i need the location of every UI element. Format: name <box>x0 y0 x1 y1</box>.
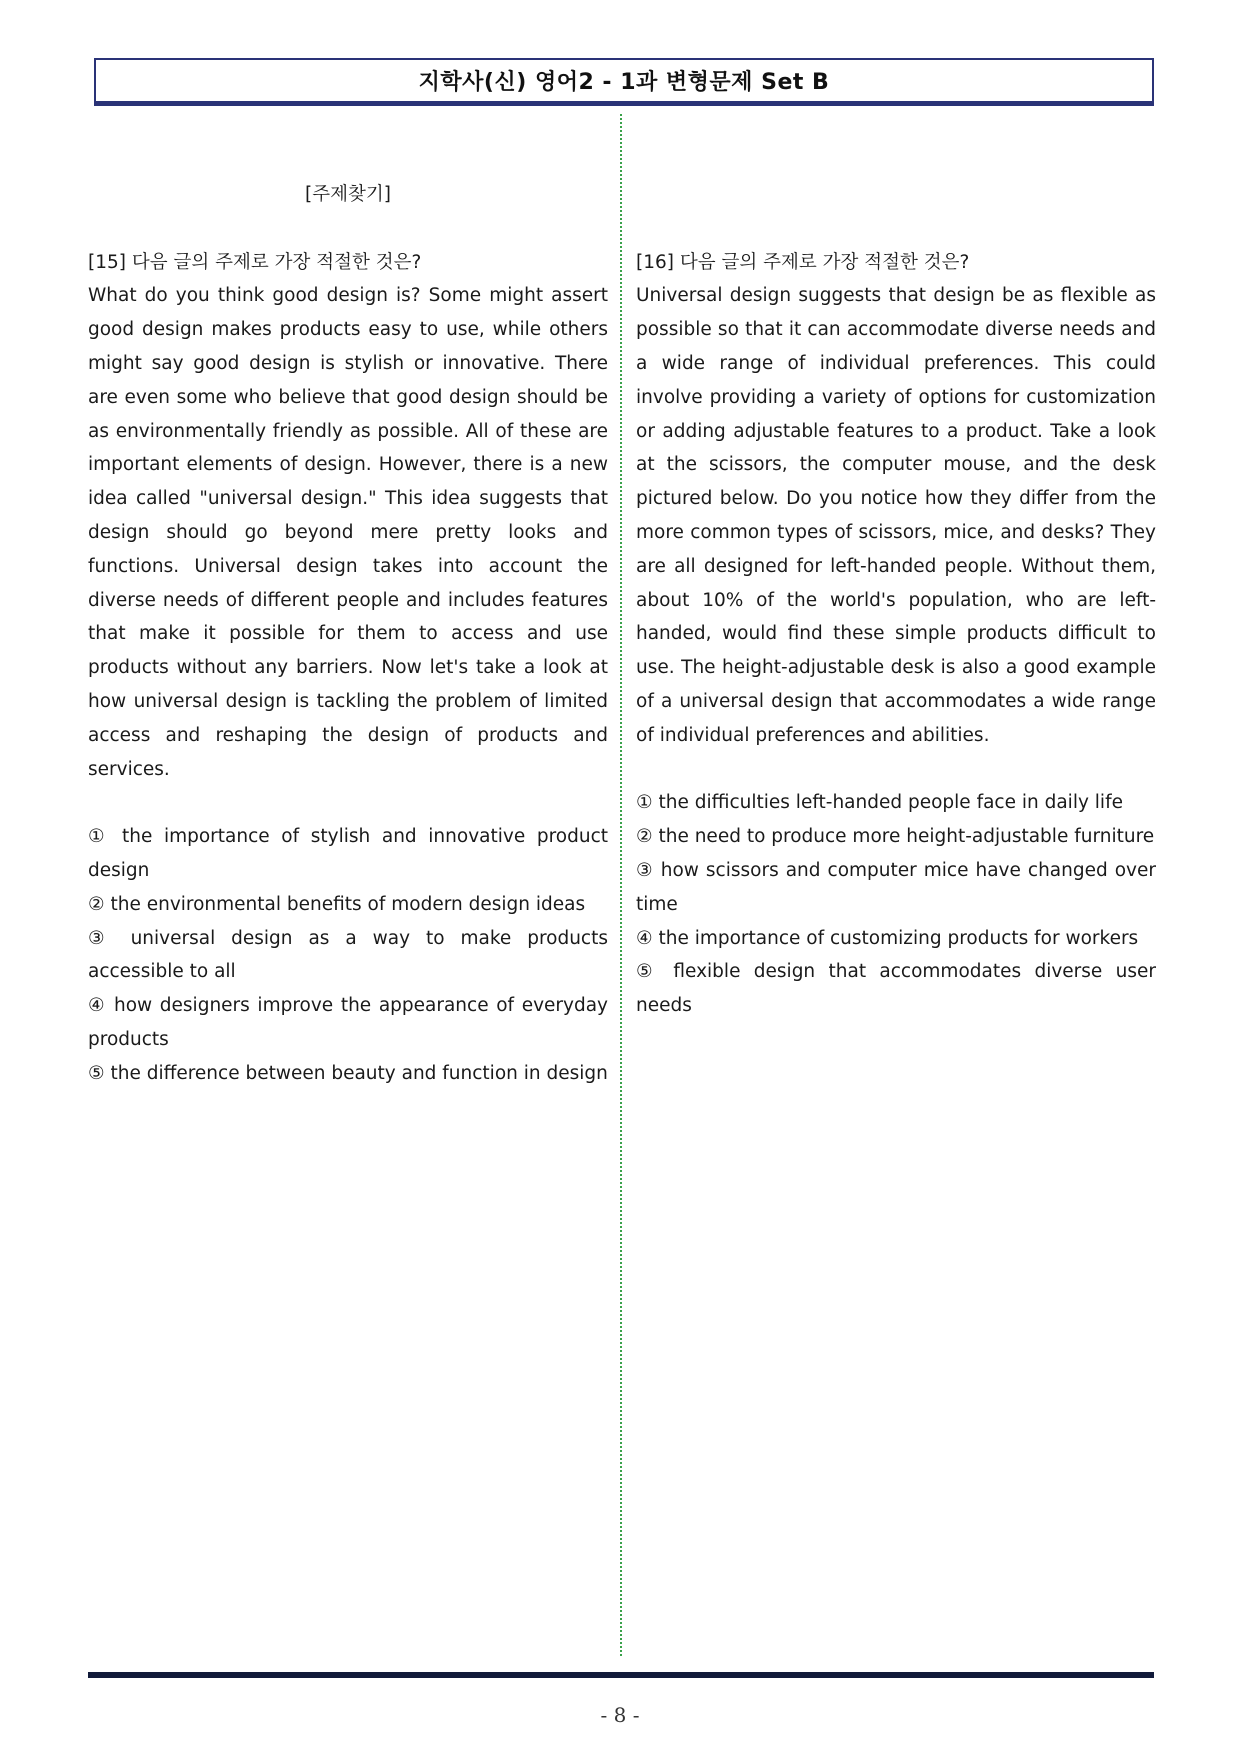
spacer <box>88 786 608 820</box>
right-column <box>636 178 1156 1023</box>
spacer <box>636 178 1156 246</box>
question-16-choice-5: ⑤ flexible design that accommodates diverse user needs <box>636 961 1156 1017</box>
section-label: [주제찾기] <box>305 184 391 205</box>
question-15-choice-2: ② the environmental benefits of modern design ideas <box>88 893 586 915</box>
question-15-choice-5: ⑤ the difference between beauty and function in design <box>88 1062 608 1084</box>
question-16-choice-2: ② the need to produce more height-adjustable furniture <box>636 826 1155 848</box>
question-15-choice-1: ① the importance of stylish and innovative product design <box>88 826 608 881</box>
question-15-passage: What do you think good design is? Some might assert good design makes products easy to use, while others might say good design is stylish or innovative. There are even some who believe that good design should be as environmentally friendly as possible. All of these are important elements of design. However, there is a new idea called "universal design." This idea suggests that design should go beyond mere pretty looks and functions. Universal design takes into account the diverse needs of different people and includes features that make it possible for them to access and use products without any barriers. Now let's take a look at how universal design is tackling the problem of limited access and reshaping the design of products and services. <box>88 285 608 780</box>
question-16-choice-4: ④ the importance of customizing products for workers <box>636 927 1139 949</box>
spacer <box>636 753 1156 787</box>
page-title: 지학사(신) 영어2 - 1과 변형문제 Set B <box>418 70 830 95</box>
question-15-choice-3: ③ universal design as a way to make products accessible to all <box>88 927 608 983</box>
left-column <box>88 178 608 1091</box>
question-16-choice-3: ③ how scissors and computer mice have changed over time <box>636 859 1156 915</box>
page-number: - 8 - <box>600 1703 640 1727</box>
question-15-choice-4: ④ how designers improve the appearance of everyday products <box>88 995 608 1050</box>
page-title-box <box>94 58 1154 106</box>
question-15-header: [15] 다음 글의 주제로 가장 적절한 것은? <box>88 251 422 273</box>
column-divider <box>620 114 622 1656</box>
question-16-passage: Universal design suggests that design be as flexible as possible so that it can accommodate diverse needs and a wide range of individual preferences. This could involve providing a variety of options for customization or adding adjustable features to a product. Take a look at the scissors, the computer mouse, and the desk pictured below. Do you notice how they differ from the more common types of scissors, mice, and desks? They are all designed for left-handed people. Without them, about 10% of the world's population, who are left-handed, would find these simple products difficult to use. The height-adjustable desk is also a good example of a universal design that accommodates a wide range of individual preferences and abilities. <box>636 285 1156 746</box>
question-16-choice-1: ① the difficulties left-handed people face in daily life <box>636 792 1123 814</box>
footer-rule <box>88 1672 1154 1678</box>
question-16-header: [16] 다음 글의 주제로 가장 적절한 것은? <box>636 251 970 273</box>
